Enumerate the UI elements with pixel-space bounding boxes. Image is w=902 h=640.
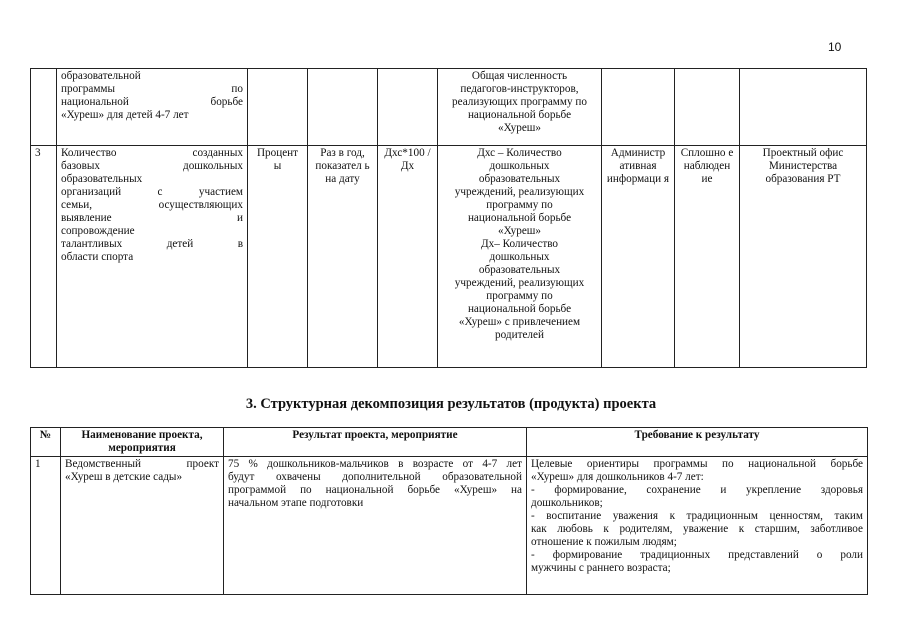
cell-indicator-name: образовательной программы по национальной борьбе «Хуреш» для детей 4-7 лет xyxy=(57,69,248,146)
col-header-name: Наименование проекта, мероприятия xyxy=(61,428,224,457)
decomposition-table xyxy=(30,427,868,595)
cell-period xyxy=(308,69,378,146)
table-row xyxy=(31,69,867,146)
cell-responsible xyxy=(740,69,867,146)
cell-calc: Дхс*100 / Дх xyxy=(378,146,438,368)
table-row xyxy=(31,457,868,595)
table-header-row xyxy=(31,428,868,457)
cell-method: Сплошно е наблюден ие xyxy=(675,146,740,368)
col-header-result: Результат проекта, мероприятие xyxy=(224,428,527,457)
indicators-table xyxy=(30,68,867,368)
cell-method xyxy=(675,69,740,146)
cell-source xyxy=(602,69,675,146)
cell-responsible: Проектный офис Министерства образования РТ xyxy=(740,146,867,368)
cell-requirement: Целевые ориентиры программы по национальной борьбе «Хуреш» для дошкольников 4-7 лет: - формирование, сохранение и укрепление здоровья дошкольников; - воспитание уважения к традиционным ценностям, таким как любовь к родителям, уважение к старшим, заботливое отношение к пожилым людям; - формирование традиционных представлений о роли мужчины с раннего возраста; xyxy=(527,457,868,595)
cell-source: Администр ативная информаци я xyxy=(602,146,675,368)
cell-formula: Общая численность педагогов-инструкторов, реализующих программу по национальной борьбе «Хуреш» xyxy=(438,69,602,146)
cell-result: 75 % дошкольников-мальчиков в возрасте от 4-7 лет будут охвачены дополнительной образовательной программой по национальной борьбе «Хуреш» на начальном этапе подготовки xyxy=(224,457,527,595)
cell-formula: Дхс – Количество дошкольных образовательных учреждений, реализующих программу по национальной борьбе «Хуреш» Дх– Количество дошкольных образовательных учреждений, реализующих программу по национальной борьбе «Хуреш» с привлечением родителей xyxy=(438,146,602,368)
cell-unit: Процент ы xyxy=(248,146,308,368)
col-header-requirement: Требование к результату xyxy=(527,428,868,457)
section-title: 3. Структурная декомпозиция результатов (продукта) проекта xyxy=(245,396,657,412)
cell-calc xyxy=(378,69,438,146)
cell-unit xyxy=(248,69,308,146)
cell-num: 3 xyxy=(31,146,57,368)
page-number: 10 xyxy=(828,40,842,54)
cell-indicator-name: Количество созданных базовых дошкольных образовательных организаций с участием семьи, осуществляющих выявление и сопровождение талантливых детей в области спорта xyxy=(57,146,248,368)
cell-project-name: Ведомственный проект «Хуреш в детские сады» xyxy=(61,457,224,595)
cell-period: Раз в год, показател ь на дату xyxy=(308,146,378,368)
table-row xyxy=(31,146,867,368)
cell-num: 1 xyxy=(31,457,61,595)
col-header-num: № xyxy=(31,428,61,457)
cell-num xyxy=(31,69,57,146)
